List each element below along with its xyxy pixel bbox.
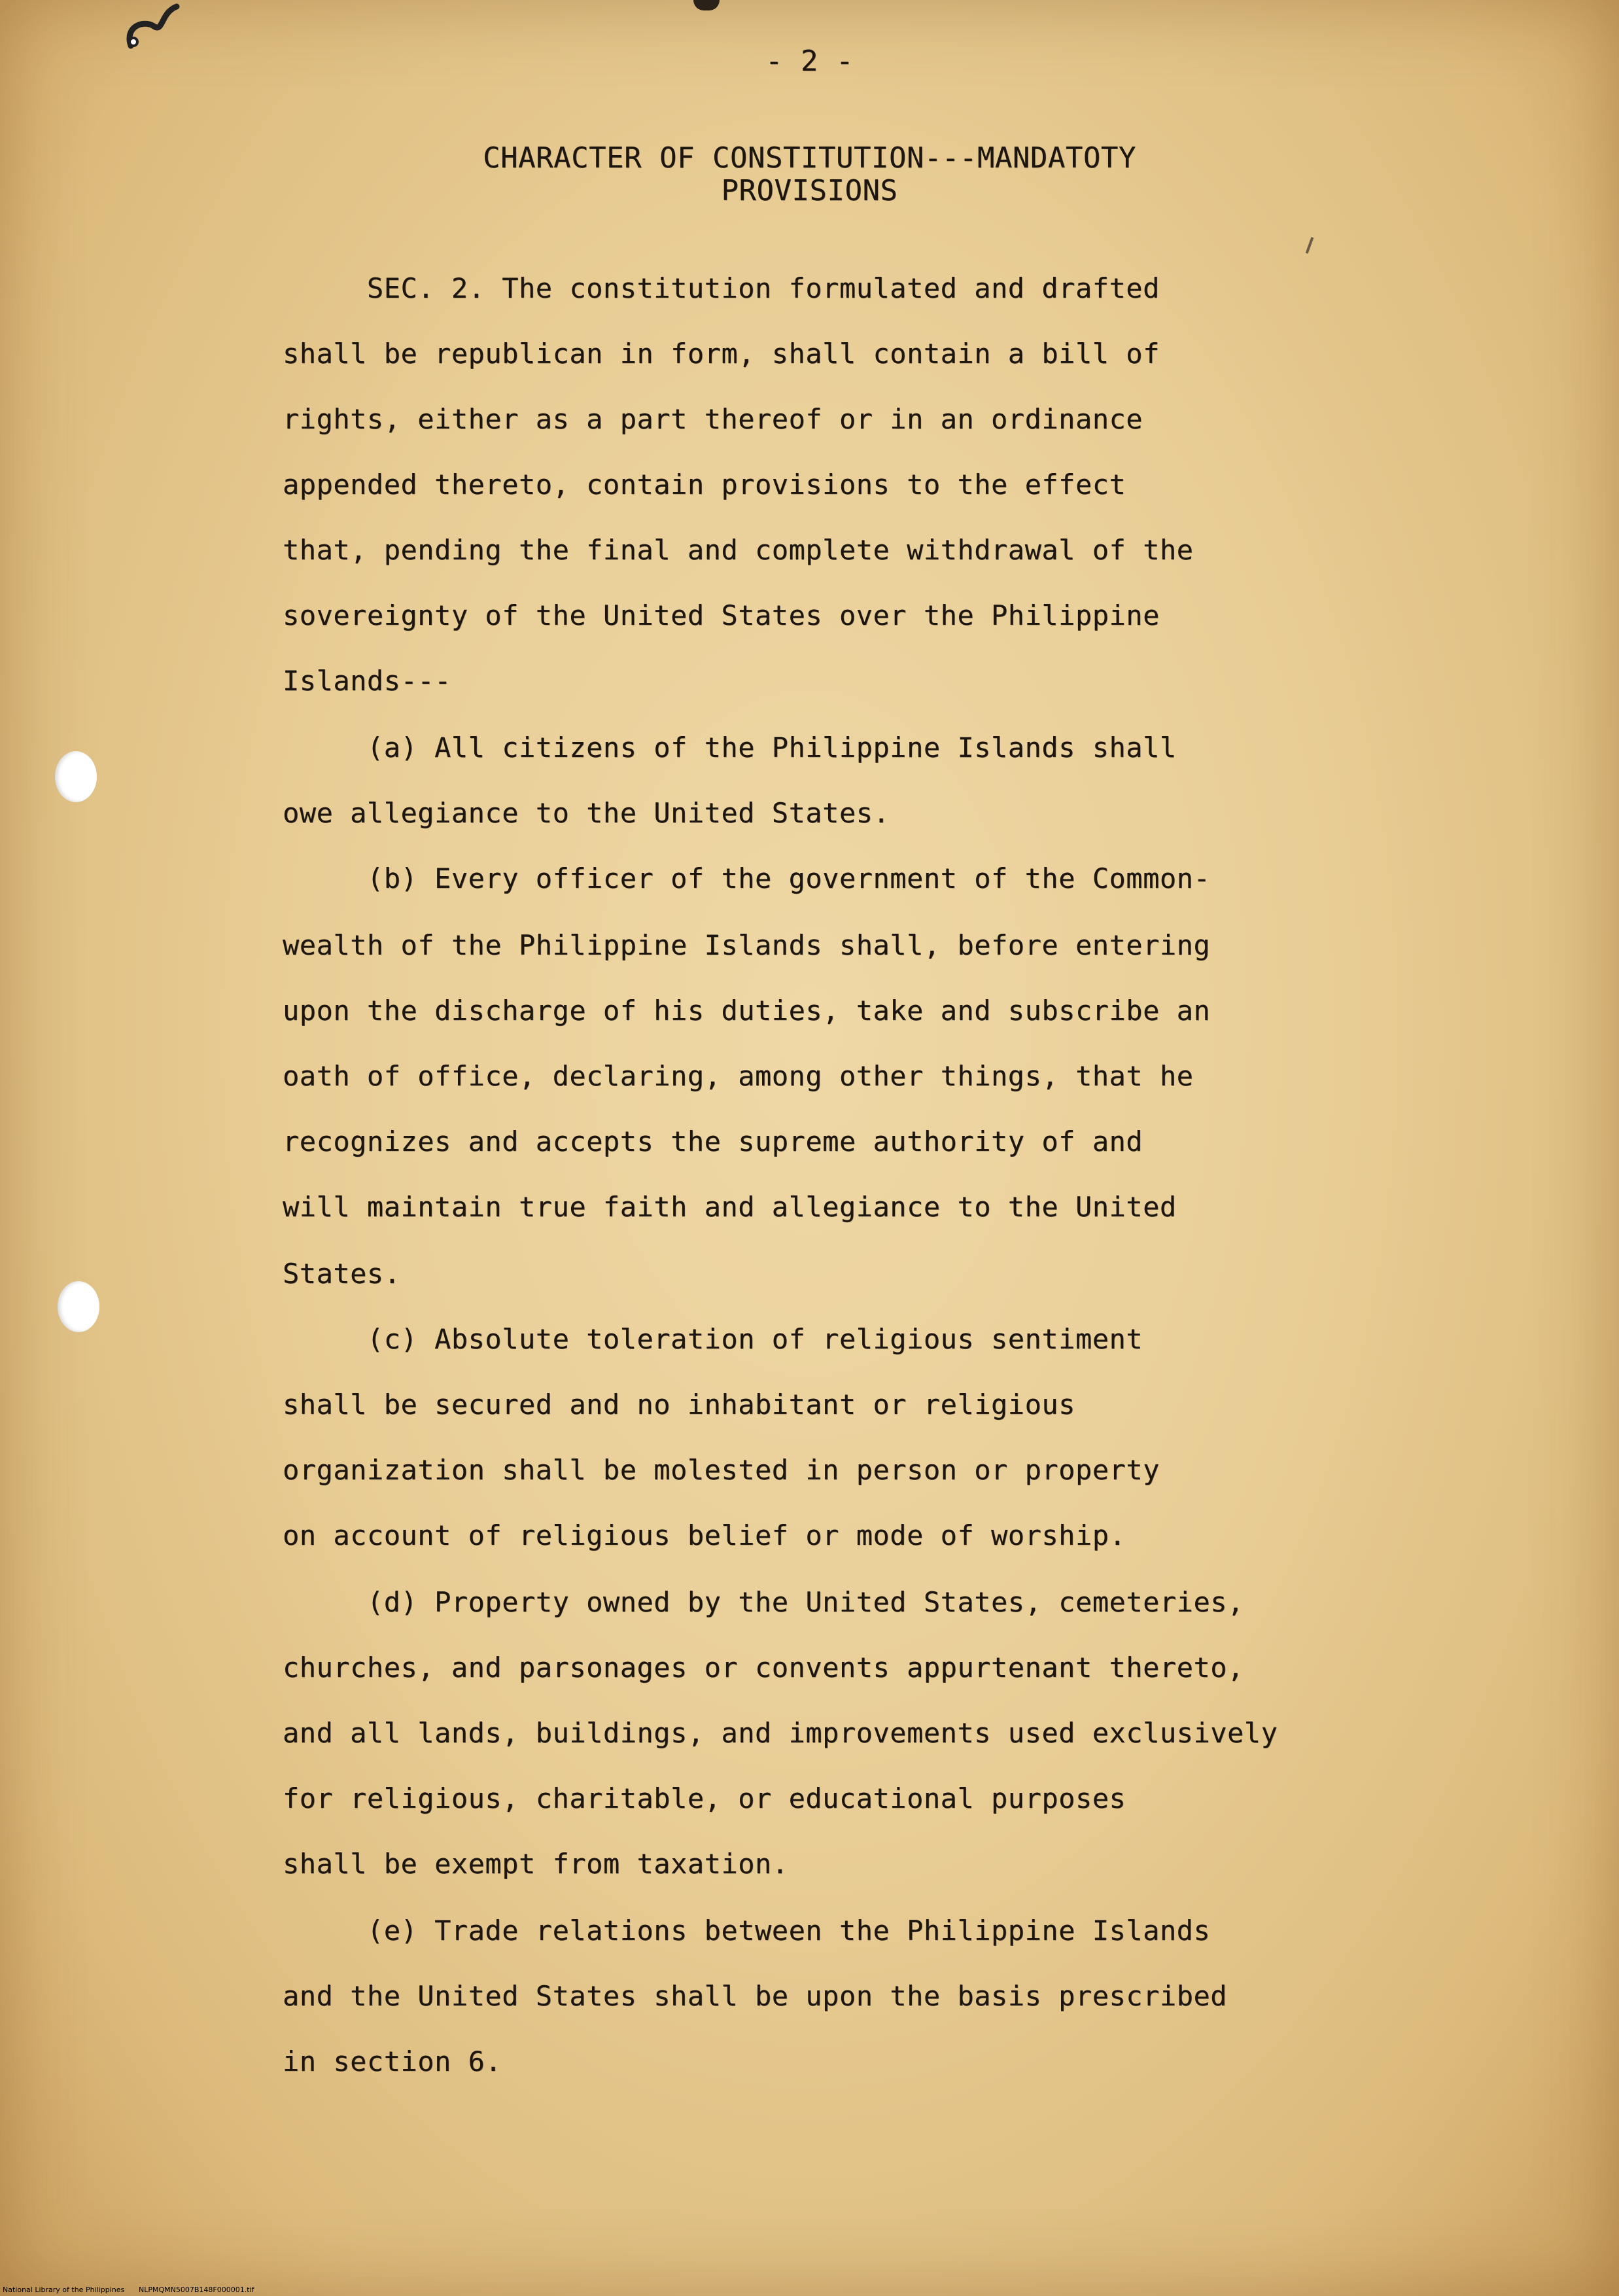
body-line: for religious, charitable, or educational purposes (283, 1782, 1126, 1814)
clause-b-line: (b) Every officer of the government of the Common- (283, 862, 1211, 894)
body-line: States. (283, 1258, 401, 1290)
body-line: that, pending the final and complete withdrawal of the (283, 534, 1194, 566)
body-line: sovereignty of the United States over the Philippine (283, 599, 1160, 631)
body-line: on account of religious belief or mode of worship. (283, 1519, 1126, 1551)
page-number: - 2 - (765, 44, 854, 78)
body-line: upon the discharge of his duties, take and subscribe an (283, 995, 1211, 1027)
body-line: oath of office, declaring, among other things, that he (283, 1060, 1194, 1092)
body-line: organization shall be molested in person or property (283, 1454, 1160, 1486)
clause-e-line: (e) Trade relations between the Philippine Islands (283, 1915, 1211, 1947)
body-line: will maintain true faith and allegiance to the United (283, 1191, 1177, 1223)
body-line: recognizes and accepts the supreme authority of and (283, 1125, 1143, 1157)
body-line: appended thereto, contain provisions to the effect (283, 468, 1126, 501)
body-line: shall be republican in form, shall contain a bill of (283, 338, 1160, 370)
body-line: owe allegiance to the United States. (283, 797, 890, 829)
stray-pen-mark (1306, 237, 1314, 254)
archive-credit: National Library of the Philippines (3, 2286, 125, 2294)
section-heading-continued: PROVISIONS (721, 174, 898, 207)
body-line: wealth of the Philippine Islands shall, before entering (283, 929, 1211, 961)
body-line: rights, either as a part thereof or in an ordinance (283, 403, 1143, 435)
body-line: Islands--- (283, 665, 451, 697)
punch-hole (58, 1281, 99, 1332)
body-line: shall be exempt from taxation. (283, 1848, 789, 1880)
clause-a-line: (a) All citizens of the Philippine Islands shall (283, 732, 1177, 764)
punch-hole (55, 751, 97, 802)
body-line: shall be secured and no inhabitant or religious (283, 1388, 1075, 1421)
paper-clip-icon (124, 0, 183, 52)
clause-d-line: (d) Property owned by the United States, cemeteries, (283, 1586, 1244, 1618)
body-line: and the United States shall be upon the basis prescribed (283, 1980, 1228, 2012)
body-line: in section 6. (283, 2045, 502, 2077)
body-line: and all lands, buildings, and improvements used exclusively (283, 1717, 1278, 1749)
archive-file-id: NLPMQMN5007B148F000001.tif (139, 2286, 254, 2294)
section-intro-line: SEC. 2. The constitution formulated and drafted (283, 272, 1160, 304)
body-line: churches, and parsonages or convents appurtenant thereto, (283, 1651, 1244, 1684)
clause-c-line: (c) Absolute toleration of religious sentiment (283, 1323, 1143, 1355)
section-heading: CHARACTER OF CONSTITUTION---MANDATOTY (483, 141, 1136, 175)
binding-mark (693, 0, 720, 10)
